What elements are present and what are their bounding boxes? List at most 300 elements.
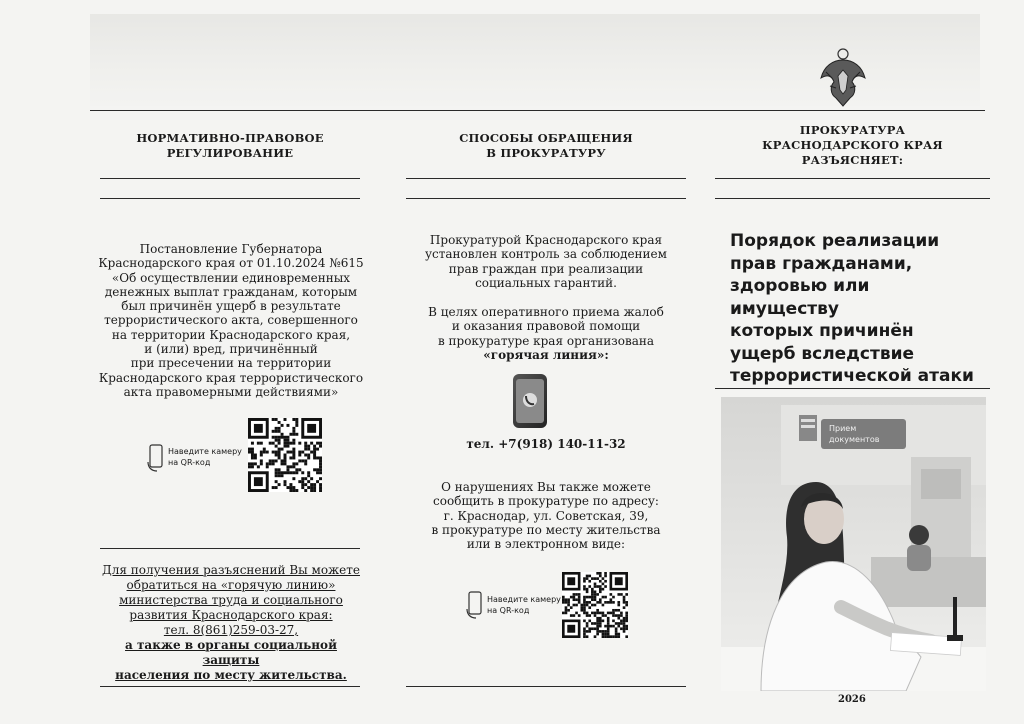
qr-module — [295, 471, 298, 474]
qr-module — [610, 601, 613, 604]
sign-text-2: документов — [829, 435, 880, 444]
qr-module — [248, 462, 251, 465]
qr-module — [313, 468, 316, 471]
qr-module — [316, 468, 319, 471]
qr-module — [310, 483, 313, 486]
qr-module — [289, 451, 292, 454]
qr-module — [573, 593, 576, 596]
qr-module — [570, 606, 573, 609]
qr-module — [612, 612, 615, 615]
header-line: РЕГУЛИРОВАНИЕ — [166, 146, 294, 160]
qr-module — [586, 596, 589, 599]
qr-module — [610, 598, 613, 601]
qr-module — [602, 633, 605, 636]
title-bottom-rule — [715, 388, 990, 389]
qr-module — [562, 598, 565, 601]
qr-module — [307, 454, 310, 457]
qr-module — [278, 421, 281, 424]
qr-module — [275, 445, 278, 448]
qr-caption-line: на QR-код — [487, 606, 530, 615]
qr-module — [591, 627, 594, 630]
qr-module — [275, 486, 278, 489]
qr-module — [316, 480, 319, 483]
qr-module — [620, 593, 623, 596]
qr-module — [565, 609, 568, 612]
qr-module — [281, 471, 284, 474]
text-line: установлен контроль за соблюдением — [424, 247, 667, 262]
qr-module — [313, 483, 316, 486]
qr-module — [278, 439, 281, 442]
qr-module — [607, 625, 610, 628]
qr-module — [625, 625, 628, 628]
qr-module — [594, 614, 597, 617]
qr-module — [284, 483, 287, 486]
qr-module — [278, 448, 281, 451]
qr-module — [596, 633, 599, 636]
left-footer-top-rule — [100, 548, 360, 549]
qr-module — [588, 614, 591, 617]
qr-module — [319, 468, 322, 471]
decree-text — [98, 242, 364, 399]
qr-module — [607, 633, 610, 636]
hotline-line: населения по месту жительства. — [115, 668, 347, 682]
decree-line: Постановление Губернатора — [139, 242, 323, 256]
qr-module — [295, 433, 298, 436]
qr-module — [565, 612, 568, 615]
prosecutor-phone[interactable]: тел. +7(918) 140-11-32 — [466, 437, 626, 451]
qr-module — [602, 583, 605, 586]
qr-module — [617, 601, 620, 604]
qr-module — [304, 483, 307, 486]
qr-module — [602, 577, 605, 580]
qr-module — [313, 486, 316, 489]
qr-module — [625, 604, 628, 607]
left-header-rule-2 — [100, 198, 360, 199]
qr-module — [284, 480, 287, 483]
address-text — [404, 480, 688, 551]
qr-module — [567, 598, 570, 601]
smartphone-camera-icon — [466, 591, 484, 619]
qr-module — [588, 580, 591, 583]
header-line: В ПРОКУРАТУРУ — [486, 146, 606, 160]
qr-module — [594, 635, 597, 638]
qr-module — [254, 454, 257, 457]
qr-module — [625, 593, 628, 596]
qr-caption-line: Наведите камеру — [487, 595, 561, 604]
qr-module — [596, 609, 599, 612]
qr-module — [591, 590, 594, 593]
qr-module — [586, 635, 589, 638]
qr-module — [310, 489, 313, 492]
qr-module — [588, 601, 591, 604]
qr-module — [591, 593, 594, 596]
qr-module — [272, 442, 275, 445]
qr-module — [286, 465, 289, 468]
qr-module — [292, 442, 295, 445]
qr-module — [281, 448, 284, 451]
smartphone-camera-icon — [147, 444, 165, 472]
qr-module — [307, 480, 310, 483]
qr-module — [602, 630, 605, 633]
qr-module — [578, 614, 581, 617]
qr-module — [284, 471, 287, 474]
decree-line: при пресечении на территории — [130, 356, 332, 371]
qr-module — [604, 625, 607, 628]
qr-module — [286, 436, 289, 439]
qr-module — [602, 612, 605, 615]
qr-module — [615, 633, 618, 636]
qr-module — [588, 596, 591, 599]
qr-module — [602, 614, 605, 617]
qr-module — [591, 622, 594, 625]
qr-module — [607, 620, 610, 623]
qr-module — [295, 418, 298, 421]
qr-module — [292, 465, 295, 468]
qr-module — [292, 448, 295, 451]
qr-module — [620, 620, 623, 623]
qr-module — [286, 439, 289, 442]
qr-module — [313, 489, 316, 492]
qr-module — [278, 456, 281, 459]
qr-module — [278, 471, 281, 474]
qr-module — [578, 598, 581, 601]
qr-module — [583, 612, 586, 615]
qr-module — [272, 462, 275, 465]
qr-module — [607, 630, 610, 633]
qr-module — [588, 620, 591, 623]
qr-module — [596, 617, 599, 620]
qr-module — [599, 585, 602, 588]
qr-module — [298, 442, 301, 445]
left-bottom-rule — [100, 686, 360, 687]
qr-module — [304, 477, 307, 480]
qr-module — [586, 625, 589, 628]
qr-module — [594, 583, 597, 586]
qr-module — [286, 486, 289, 489]
qr-module — [292, 462, 295, 465]
qr-module — [586, 588, 589, 591]
qr-module — [583, 620, 586, 623]
qr-module — [583, 585, 586, 588]
qr-module — [278, 451, 281, 454]
title-line: Порядок реализации — [730, 231, 940, 251]
qr-module — [583, 580, 586, 583]
qr-module — [567, 601, 570, 604]
text-line: и оказания правовой помощи — [451, 319, 641, 334]
qr-module — [286, 468, 289, 471]
qr-module — [610, 593, 613, 596]
middle-panel-header — [406, 131, 686, 161]
qr-module — [586, 577, 589, 580]
qr-module — [588, 585, 591, 588]
decree-line: Краснодарского края от 01.10.2024 №615 — [98, 256, 364, 271]
qr-module — [610, 635, 613, 638]
qr-module — [289, 483, 292, 486]
decree-line: денежных выплат гражданам, которым — [104, 284, 358, 299]
qr-module — [607, 601, 610, 604]
qr-module — [266, 465, 269, 468]
title-line: террористической атаки — [730, 366, 974, 386]
qr-module — [281, 436, 284, 439]
qr-module — [607, 627, 610, 630]
qr-module — [316, 471, 319, 474]
qr-module — [275, 418, 278, 421]
eagle-emblem-icon — [818, 46, 868, 108]
qr-module — [272, 430, 275, 433]
qr-module — [281, 433, 284, 436]
qr-module — [578, 601, 581, 604]
qr-module — [583, 601, 586, 604]
qr-module — [602, 620, 605, 623]
qr-module — [319, 442, 322, 445]
qr-module — [251, 442, 254, 445]
qr-module — [575, 604, 578, 607]
qr-module — [583, 606, 586, 609]
qr-module — [617, 622, 620, 625]
text-line: сообщить в прокуратуре по адресу: — [433, 494, 659, 509]
qr-module — [292, 418, 295, 421]
qr-module — [623, 622, 626, 625]
qr-module — [615, 622, 618, 625]
right-header-rule — [715, 178, 990, 179]
qr-module — [604, 633, 607, 636]
decree-line: террористического акта, совершенного — [104, 313, 358, 328]
publication-year: 2026 — [838, 694, 866, 705]
qr-module — [313, 448, 316, 451]
qr-module — [298, 480, 301, 483]
qr-module — [617, 617, 620, 620]
qr-module — [289, 433, 292, 436]
qr-module — [251, 448, 254, 451]
document-reception-illustration — [721, 397, 986, 691]
qr-module — [292, 454, 295, 457]
decree-line: и (или) вред, причинённый — [144, 342, 318, 357]
qr-module — [272, 436, 275, 439]
qr-module — [575, 593, 578, 596]
qr-module — [272, 451, 275, 454]
qr-module — [313, 445, 316, 448]
qr-module — [612, 620, 615, 623]
qr-module — [602, 588, 605, 591]
qr-module — [292, 477, 295, 480]
right-panel-header — [715, 123, 990, 168]
qr-module — [319, 445, 322, 448]
qr-module — [319, 483, 322, 486]
qr-module — [278, 454, 281, 457]
qr-module — [248, 451, 251, 454]
qr-module — [319, 489, 322, 492]
qr-module — [620, 612, 623, 615]
qr-module — [289, 489, 292, 492]
qr-module — [588, 630, 591, 633]
qr-module — [319, 465, 322, 468]
qr-caption-line: Наведите камеру — [168, 447, 242, 456]
sign-text-1: Прием — [829, 424, 857, 433]
qr-module — [254, 456, 257, 459]
qr-module — [278, 468, 281, 471]
qr-module — [266, 451, 269, 454]
qr-module — [316, 448, 319, 451]
text-line: социальных гарантий. — [475, 275, 617, 290]
qr-module — [583, 630, 586, 633]
qr-module — [257, 442, 260, 445]
qr-module — [588, 575, 591, 578]
qr-module — [304, 445, 307, 448]
qr-module — [286, 445, 289, 448]
qr-module — [594, 585, 597, 588]
qr-module — [573, 604, 576, 607]
header-line: НОРМАТИВНО-ПРАВОВОЕ — [136, 131, 324, 145]
qr-module — [594, 612, 597, 615]
qr-module — [596, 585, 599, 588]
qr-module — [295, 424, 298, 427]
qr-module — [596, 627, 599, 630]
qr-module — [620, 622, 623, 625]
mid-bottom-rule — [406, 686, 686, 687]
qr-module — [599, 630, 602, 633]
header-line: РАЗЪЯСНЯЕТ: — [801, 153, 904, 167]
qr-module — [623, 617, 626, 620]
qr-module — [275, 459, 278, 462]
qr-module — [625, 601, 628, 604]
qr-module — [275, 436, 278, 439]
qr-module — [596, 622, 599, 625]
qr-module — [319, 486, 322, 489]
qr-module — [594, 604, 597, 607]
qr-module — [623, 625, 626, 628]
qr-module — [257, 465, 260, 468]
qr-module — [596, 572, 599, 575]
qr-module — [604, 614, 607, 617]
qr-module — [591, 596, 594, 599]
qr-module — [304, 462, 307, 465]
qr-module — [316, 442, 319, 445]
qr-module — [278, 442, 281, 445]
middle-qr-code[interactable] — [562, 572, 628, 638]
qr-module — [284, 439, 287, 442]
qr-module — [567, 609, 570, 612]
qr-module — [565, 601, 568, 604]
hotline-text — [404, 305, 688, 362]
qr-module — [583, 627, 586, 630]
qr-module — [307, 456, 310, 459]
header-line: СПОСОБЫ ОБРАЩЕНИЯ — [459, 131, 633, 145]
qr-module — [570, 614, 573, 617]
qr-module — [617, 609, 620, 612]
qr-module — [599, 601, 602, 604]
qr-module — [301, 480, 304, 483]
qr-module — [286, 471, 289, 474]
qr-module — [251, 451, 254, 454]
qr-module — [269, 462, 272, 465]
qr-module — [612, 596, 615, 599]
qr-module — [607, 617, 610, 620]
qr-module — [594, 596, 597, 599]
qr-module — [615, 630, 618, 633]
qr-module — [604, 585, 607, 588]
qr-module — [286, 451, 289, 454]
qr-module — [316, 456, 319, 459]
hotline-info — [96, 563, 366, 683]
left-qr-code[interactable] — [248, 418, 322, 492]
qr-module — [266, 462, 269, 465]
qr-module — [607, 612, 610, 615]
qr-module — [319, 471, 322, 474]
qr-module — [623, 601, 626, 604]
qr-module — [310, 442, 313, 445]
qr-module — [607, 622, 610, 625]
text-line: г. Краснодар, ул. Советская, 39, — [443, 508, 649, 523]
right-header-rule-2 — [715, 198, 990, 199]
qr-module — [260, 459, 263, 462]
qr-module — [301, 486, 304, 489]
qr-module — [275, 480, 278, 483]
qr-module — [610, 612, 613, 615]
qr-module — [278, 427, 281, 430]
qr-module — [295, 421, 298, 424]
qr-module — [251, 462, 254, 465]
qr-module — [251, 456, 254, 459]
hotline-line: а также в органы социальной защиты — [125, 638, 337, 667]
qr-module — [620, 614, 623, 617]
qr-module — [310, 477, 313, 480]
qr-module — [583, 604, 586, 607]
qr-module — [602, 596, 605, 599]
qr-module — [304, 442, 307, 445]
mid-header-rule — [406, 178, 686, 179]
qr-module — [594, 627, 597, 630]
qr-module — [586, 604, 589, 607]
qr-module — [260, 454, 263, 457]
qr-module — [586, 601, 589, 604]
qr-module — [599, 575, 602, 578]
qr-module — [304, 454, 307, 457]
qr-module — [591, 588, 594, 591]
qr-module — [286, 424, 289, 427]
qr-module — [575, 612, 578, 615]
qr-module — [269, 442, 272, 445]
qr-module — [307, 474, 310, 477]
qr-module — [602, 604, 605, 607]
qr-module — [599, 580, 602, 583]
qr-module — [248, 465, 251, 468]
qr-module — [278, 474, 281, 477]
qr-module — [602, 635, 605, 638]
qr-module — [599, 625, 602, 628]
qr-module — [617, 633, 620, 636]
hotline-line: развития Краснодарского края: — [129, 608, 333, 622]
qr-module — [281, 459, 284, 462]
qr-module — [573, 614, 576, 617]
qr-module — [604, 575, 607, 578]
qr-module — [596, 593, 599, 596]
qr-module — [617, 635, 620, 638]
qr-module — [610, 625, 613, 628]
qr-module — [292, 451, 295, 454]
qr-module — [313, 451, 316, 454]
qr-module — [580, 606, 583, 609]
qr-module — [281, 424, 284, 427]
qr-module — [284, 442, 287, 445]
hotline-line: Для получения разъяснений Вы можете — [102, 563, 360, 577]
mid-header-rule-2 — [406, 198, 686, 199]
hotline-line: обратиться на «горячую линию» — [126, 578, 336, 592]
header-line: КРАСНОДАРСКОГО КРАЯ — [762, 138, 943, 152]
qr-module — [275, 471, 278, 474]
brochure-title — [730, 230, 980, 388]
qr-module — [301, 471, 304, 474]
qr-module — [573, 596, 576, 599]
